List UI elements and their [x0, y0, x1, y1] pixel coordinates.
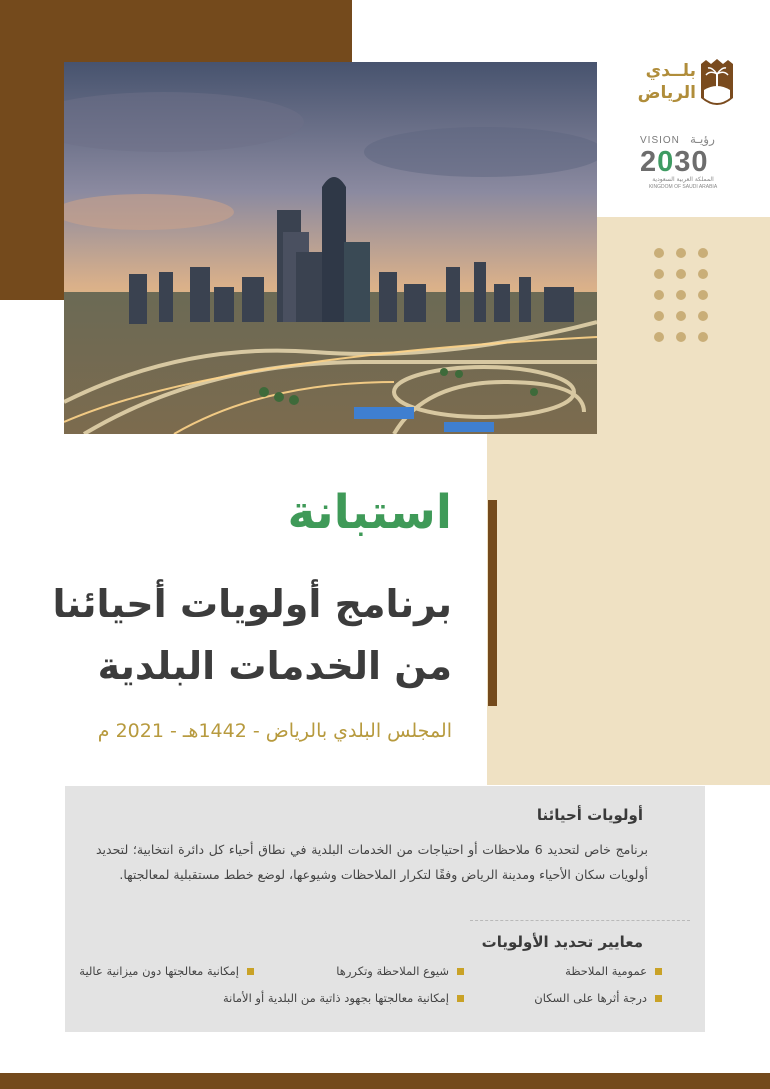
decorative-dot-grid [654, 248, 710, 344]
subtitle-line-1: برنامج أولويات أحيائنا [52, 582, 452, 626]
square-bullet-icon [457, 995, 464, 1002]
decorative-bottom-bar [0, 1073, 770, 1089]
section-title-criteria: معايير تحديد الأولويات [481, 933, 643, 951]
vision-2030-logo [638, 132, 728, 195]
baladi-logo-line1: بلــدي [645, 61, 696, 81]
criteria-item [79, 963, 254, 979]
criteria-item-label: شيوع الملاحظة وتكررها [336, 964, 449, 978]
vision-kingdom-arabic: المملكة العربية السعودية [652, 176, 714, 183]
section-body-priorities: برنامج خاص لتحديد 6 ملاحظات أو احتياجات من الخدمات البلدية في نطاق أحياء كل دائرة انتخابية؛ لتحديد أولويات سكان الأحياء ومدينة الرياض وفقًا لتكرار الملاحظات وشيوعها، لوضع خطط مستقبلية لمعالجتها. [96, 842, 649, 882]
square-bullet-icon [247, 968, 254, 975]
baladi-riyadh-logo [622, 58, 740, 114]
vision-year: 2030 [640, 146, 709, 178]
vision-arabic-word: رؤيـة [690, 132, 715, 146]
criteria-item-label: عمومية الملاحظة [565, 964, 647, 978]
criteria-item [223, 990, 464, 1006]
palm-emblem-icon [698, 58, 736, 110]
baladi-logo-line2: الرياض [637, 83, 696, 103]
square-bullet-icon [655, 995, 662, 1002]
criteria-item-label: إمكانية معالجتها دون ميزانية عالية [79, 964, 239, 978]
section-title-priorities: أولويات أحيائنا [536, 806, 643, 824]
criteria-item [565, 963, 662, 979]
title-accent-bar [488, 500, 497, 706]
riyadh-skyline-photo [64, 62, 597, 434]
criteria-item [336, 963, 464, 979]
page-title: استبانة [287, 485, 452, 540]
criteria-item [534, 990, 662, 1006]
council-date-line: المجلس البلدي بالرياض - 1442هـ - 2021 م [97, 720, 452, 742]
criteria-item-label: درجة أثرها على السكان [534, 991, 647, 1005]
baladi-logo-text [638, 60, 696, 104]
dashed-divider [470, 920, 690, 921]
square-bullet-icon [457, 968, 464, 975]
square-bullet-icon [655, 968, 662, 975]
criteria-item-label: إمكانية معالجتها بجهود ذاتية من البلدية أو الأمانة [222, 991, 449, 1005]
vision-kingdom-english: KINGDOM OF SAUDI ARABIA [648, 184, 718, 190]
subtitle-line-2: من الخدمات البلدية [97, 644, 452, 688]
vision-word: VISION [640, 135, 680, 146]
